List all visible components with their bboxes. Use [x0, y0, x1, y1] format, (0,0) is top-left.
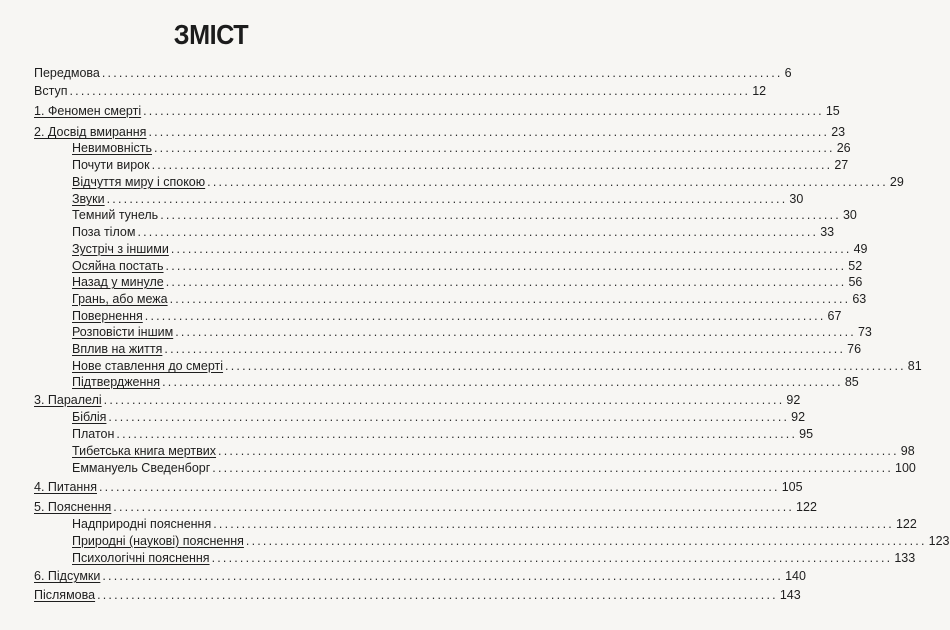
toc-entry-label: Звуки	[72, 192, 105, 206]
toc-entry	[34, 585, 801, 602]
toc-entry-page: 52	[848, 259, 863, 273]
toc-entry-page: 29	[889, 175, 904, 189]
dot-leader: ........................................................................................................................	[137, 225, 819, 239]
toc-entry-page: 15	[825, 104, 840, 118]
toc-entry-page: 85	[844, 375, 859, 389]
toc-entry	[34, 122, 846, 139]
toc-entry-label: Розповісти іншим	[72, 325, 174, 339]
toc-entry-label: Природні (наукові) пояснення	[72, 534, 244, 548]
toc-entry	[72, 306, 842, 323]
toc-entry	[72, 407, 806, 424]
toc-entry-label: Психологічні пояснення	[72, 551, 210, 565]
toc-entry	[72, 356, 922, 373]
toc-entry	[72, 256, 863, 273]
dot-leader: ........................................................................................................................	[144, 309, 826, 323]
toc-entry-label: Тибетська книга мертвих	[72, 444, 217, 458]
toc-entry-label: Вступ	[34, 84, 68, 98]
dot-leader: ........................................................................................................................	[245, 534, 927, 548]
toc-entry-page: 123	[928, 534, 950, 548]
toc-entry	[34, 497, 817, 514]
toc-entry-page: 63	[852, 292, 867, 306]
dot-leader: ........................................................................................................................	[98, 480, 780, 494]
toc-entry	[72, 514, 917, 531]
toc-entry-page: 95	[799, 427, 814, 441]
toc-entry	[72, 222, 835, 239]
toc-entry	[72, 239, 868, 256]
toc-entry-label: Післямова	[34, 588, 96, 602]
toc-entry-page: 26	[836, 141, 851, 155]
toc-entry-label: Надприродні пояснення	[72, 517, 212, 531]
dot-leader: ........................................................................................................................	[169, 292, 851, 306]
dot-leader: ........................................................................................................................	[165, 259, 847, 273]
toc-entry-page: 76	[847, 342, 862, 356]
toc-entry-page: 6	[784, 66, 792, 80]
dot-leader: ........................................................................................................................	[213, 517, 894, 531]
toc-entry-page: 56	[848, 275, 863, 289]
toc-entry-page: 100	[895, 461, 916, 475]
dot-leader: ........................................................................................................................	[175, 325, 856, 339]
toc-entry	[72, 155, 849, 172]
toc-entry-page: 105	[781, 480, 803, 494]
toc-entry-label: Повернення	[72, 309, 143, 323]
toc-entry-label: Осяйна постать	[72, 259, 164, 273]
dot-leader: ........................................................................................................................	[97, 588, 778, 602]
toc-entry-page: 140	[785, 569, 806, 583]
toc-entry-label: Біблія	[72, 410, 107, 424]
toc-entry	[34, 566, 806, 583]
toc-entry-label: Зустріч з іншими	[72, 242, 169, 256]
toc-entry	[72, 172, 904, 189]
toc-entry-label: Підтвердження	[72, 375, 161, 389]
toc-entry-label: Вплив на життя	[72, 342, 163, 356]
toc-entry-page: 92	[791, 410, 806, 424]
dot-leader: ........................................................................................................................	[108, 410, 790, 424]
toc-entry-page: 122	[895, 517, 917, 531]
dot-leader: ........................................................................................................................	[69, 84, 751, 98]
dot-leader: ........................................................................................................................	[113, 500, 795, 514]
toc-entry	[72, 289, 867, 306]
toc-entry-page: 122	[796, 500, 817, 514]
toc-entry-page: 30	[789, 192, 804, 206]
dot-leader: ........................................................................................................................	[225, 359, 906, 373]
dot-leader: ........................................................................................................................	[170, 242, 852, 256]
toc-entry-label: 1. Феномен смерті	[34, 104, 142, 118]
toc-entry	[72, 531, 950, 548]
toc-entry-label: 3. Паралелі	[34, 393, 102, 407]
toc-entry-label: 2. Досвід вмирання	[34, 125, 147, 139]
toc-entry-label: Відчуття миру і спокою	[72, 175, 206, 189]
toc-entry-page: 49	[853, 242, 868, 256]
toc-entry-label: Поза тілом	[72, 225, 136, 239]
dot-leader: ........................................................................................................................	[160, 208, 841, 222]
dot-leader: ........................................................................................................................	[151, 158, 833, 172]
toc-entry-page: 133	[894, 551, 916, 565]
toc-entry	[72, 189, 804, 206]
toc-entry	[72, 339, 862, 356]
toc-entry-page: 30	[842, 208, 857, 222]
toc-entry-page: 92	[786, 393, 801, 407]
dot-leader: ........................................................................................................................	[165, 275, 847, 289]
dot-leader: ........................................................................................................................	[106, 192, 788, 206]
toc-entry-label: Темний тунель	[72, 208, 159, 222]
toc-entry-label: Грань, або межа	[72, 292, 168, 306]
toc-entry	[72, 272, 863, 289]
toc-entry	[34, 477, 803, 494]
toc-entry-page: 27	[834, 158, 849, 172]
page-title: ЗМІСТ	[173, 19, 249, 50]
toc-entry	[34, 63, 792, 80]
toc-entry	[72, 372, 859, 389]
toc-entry-label: Нове ставлення до смерті	[72, 359, 224, 373]
toc-entry	[72, 322, 872, 339]
toc-entry-page: 33	[820, 225, 835, 239]
dot-leader: ........................................................................................................................	[153, 141, 835, 155]
toc-entry-label: 5. Пояснення	[34, 500, 112, 514]
dot-leader: ........................................................................................................................	[103, 393, 785, 407]
dot-leader: ........................................................................................................................	[102, 569, 784, 583]
dot-leader: ........................................................................................................................	[164, 342, 846, 356]
toc-entry	[72, 138, 851, 155]
toc-entry	[72, 548, 916, 565]
dot-leader: ........................................................................................................................	[218, 444, 899, 458]
toc-entry	[34, 390, 801, 407]
toc-entry-label: Еммануель Сведенборг	[72, 461, 211, 475]
toc-entry	[72, 424, 814, 441]
toc-entry	[34, 101, 840, 118]
toc-entry-label: Передмова	[34, 66, 100, 80]
toc-entry-label: Платон	[72, 427, 115, 441]
toc-entry-page: 67	[827, 309, 842, 323]
toc-entry-page: 23	[831, 125, 846, 139]
toc-entry	[34, 81, 767, 98]
dot-leader: ........................................................................................................................	[212, 461, 894, 475]
dot-leader: ........................................................................................................................	[148, 125, 830, 139]
toc-entry	[72, 441, 915, 458]
dot-leader: ........................................................................................................................	[143, 104, 824, 118]
dot-leader: ........................................................................................................................	[101, 66, 783, 80]
toc-entry-page: 81	[907, 359, 922, 373]
toc-entry-label: Почути вирок	[72, 158, 150, 172]
toc-entry-label: 6. Підсумки	[34, 569, 101, 583]
toc-entry-label: Невимовність	[72, 141, 152, 155]
toc-entry-label: Назад у минуле	[72, 275, 164, 289]
dot-leader: ........................................................................................................................	[162, 375, 843, 389]
toc-entry-label: 4. Питання	[34, 480, 97, 494]
toc-entry	[72, 205, 857, 222]
dot-leader: ........................................................................................................................	[207, 175, 888, 189]
toc-entry-page: 98	[900, 444, 915, 458]
toc-entry	[72, 458, 916, 475]
dot-leader: ........................................................................................................................	[116, 427, 798, 441]
toc-entry-page: 143	[779, 588, 801, 602]
dot-leader: ........................................................................................................................	[211, 551, 893, 565]
toc-entry-page: 12	[752, 84, 767, 98]
toc-entry-page: 73	[857, 325, 872, 339]
